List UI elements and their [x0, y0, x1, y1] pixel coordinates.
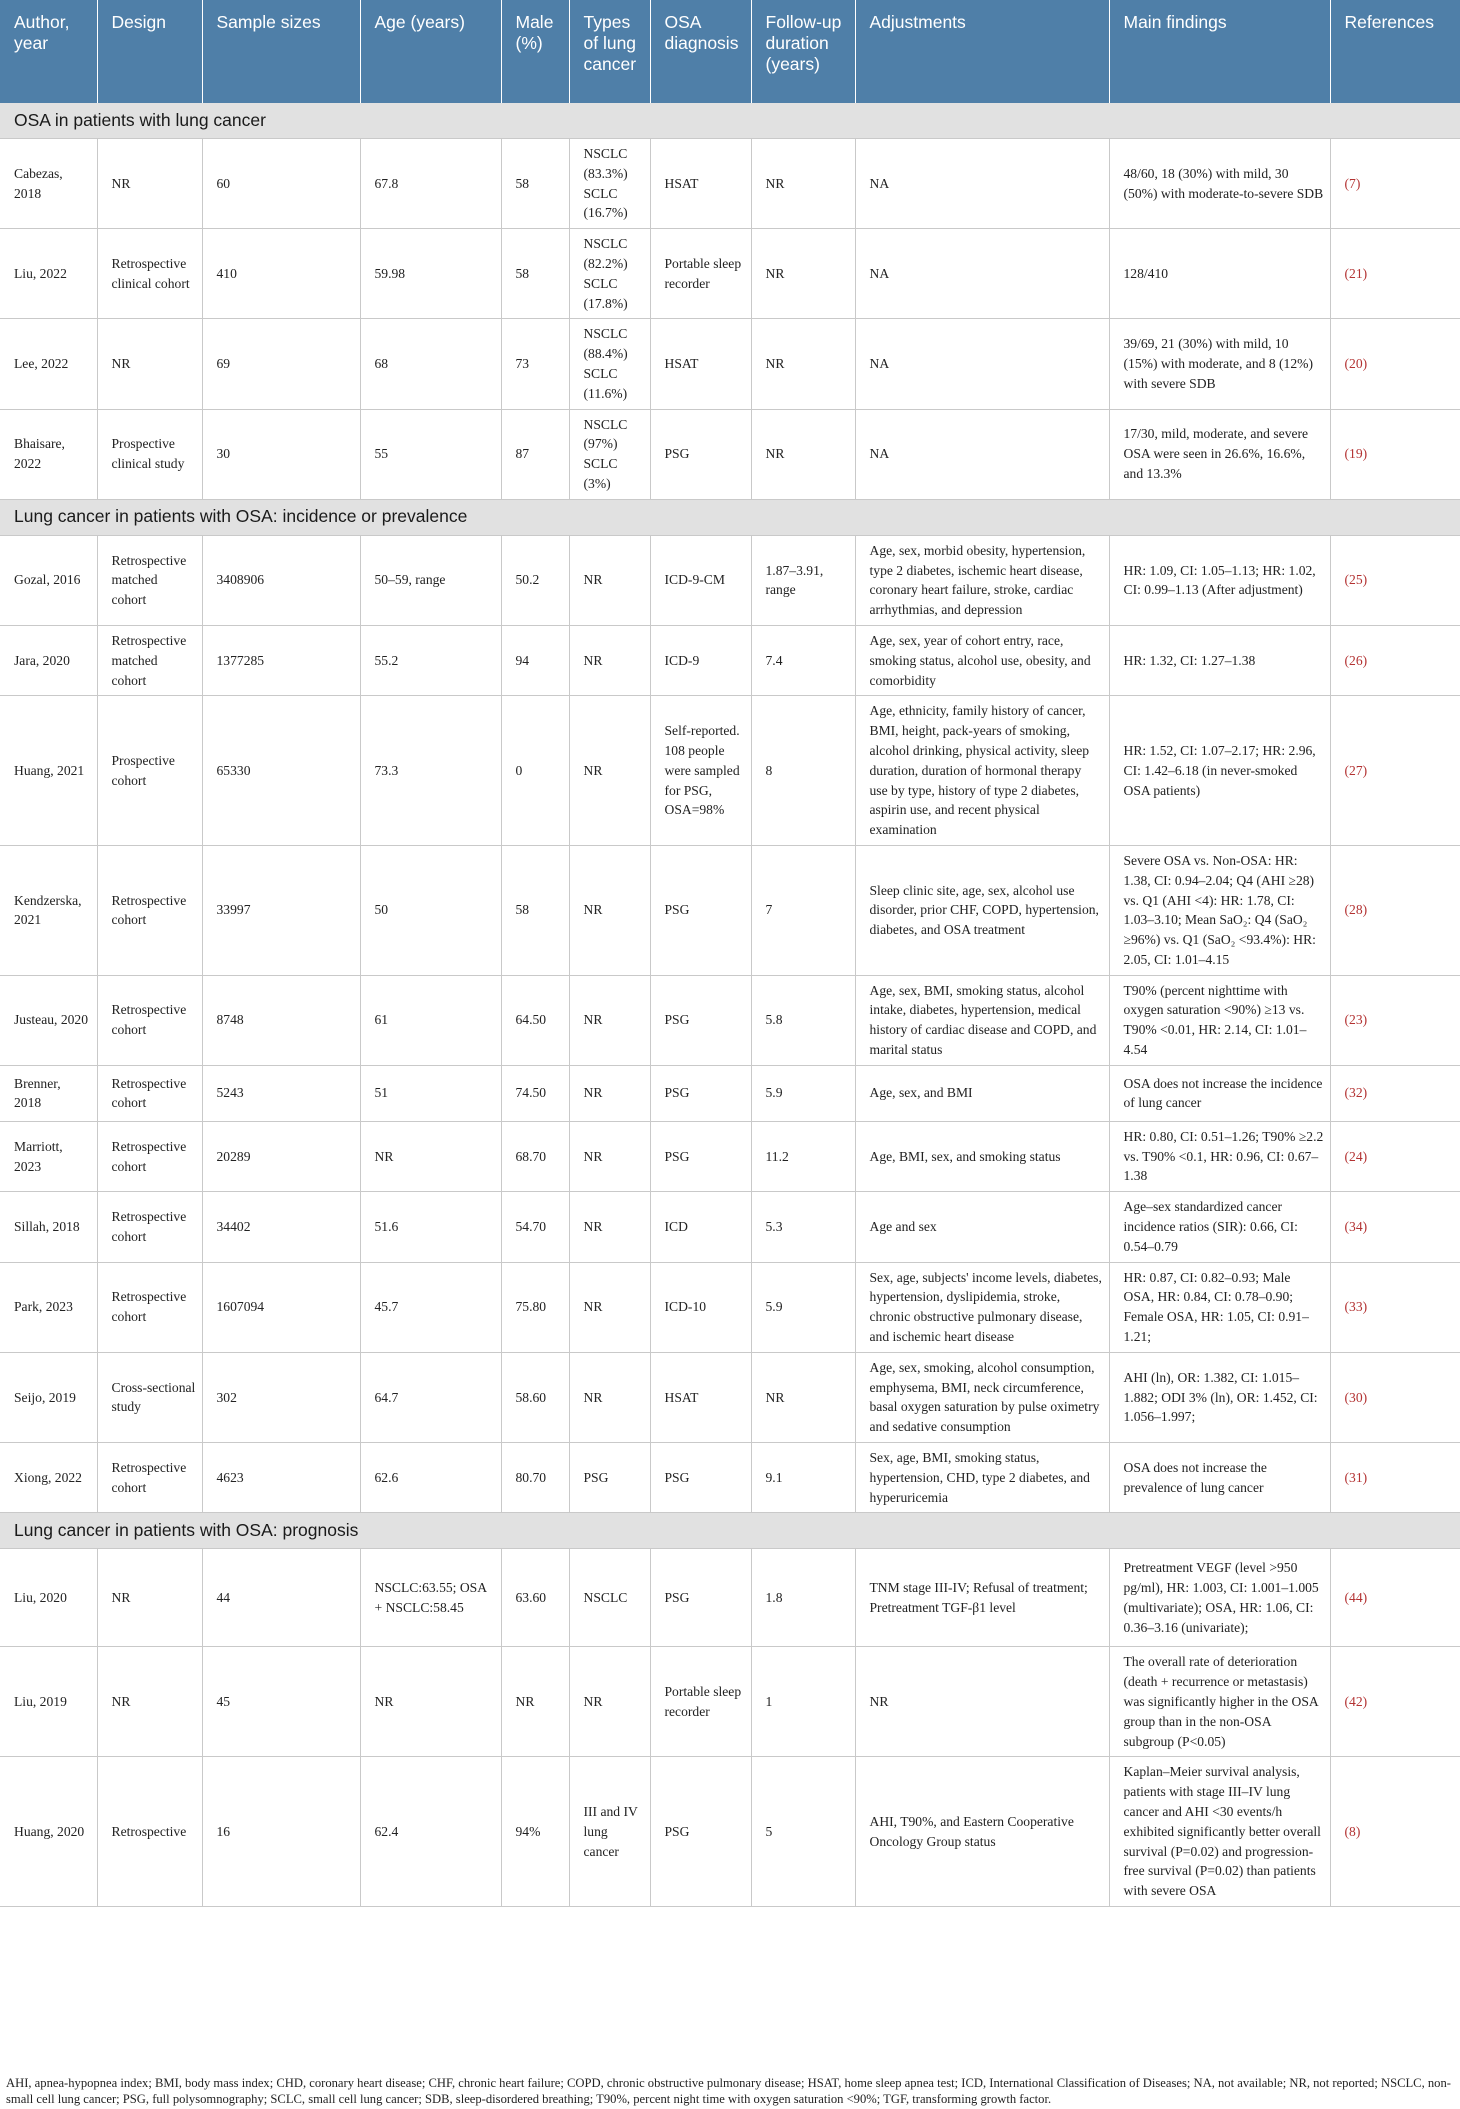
- main-findings-cell: Pretreatment VEGF (level >950 pg/ml), HR: 1.003, CI: 1.001–1.005 (multivariate); OSA, HR: 1.06, CI: 0.36–3.16 (univariate);: [1109, 1549, 1330, 1647]
- follow-up-cell: NR: [751, 139, 855, 229]
- osa-diagnosis-cell: PSG: [650, 975, 751, 1065]
- cancer-type-cell: NR: [569, 845, 650, 975]
- table-header: [0, 0, 1460, 103]
- reference-cell[interactable]: (7): [1330, 139, 1460, 229]
- table-row: [0, 229, 1460, 319]
- cancer-type-cell: NR: [569, 1121, 650, 1191]
- main-findings-cell: HR: 0.87, CI: 0.82–0.93; Male OSA, HR: 0.84, CI: 0.78–0.90; Female OSA, HR: 1.05, CI: 0.91–1.21;: [1109, 1262, 1330, 1352]
- adjustments-cell: TNM stage III-IV; Refusal of treatment; Pretreatment TGF-β1 level: [855, 1549, 1109, 1647]
- osa-diagnosis-cell: PSG: [650, 1065, 751, 1121]
- osa-diagnosis-cell: PSG: [650, 1757, 751, 1907]
- osa-diagnosis-cell: HSAT: [650, 1352, 751, 1442]
- adjustments-cell: NA: [855, 229, 1109, 319]
- follow-up-cell: 11.2: [751, 1121, 855, 1191]
- reference-cell[interactable]: (8): [1330, 1757, 1460, 1907]
- cancer-type-cell: NSCLC (88.4%) SCLC (11.6%): [569, 319, 650, 409]
- design-cell: Retrospective cohort: [97, 845, 202, 975]
- header-follow-up: Follow-up duration (years): [751, 0, 855, 103]
- male-cell: 58: [501, 229, 569, 319]
- sample-size-cell: 16: [202, 1757, 360, 1907]
- reference-cell[interactable]: (42): [1330, 1647, 1460, 1757]
- follow-up-cell: NR: [751, 409, 855, 499]
- reference-cell[interactable]: (19): [1330, 409, 1460, 499]
- table-row: [0, 535, 1460, 625]
- header-age: Age (years): [360, 0, 501, 103]
- header-male: Male (%): [501, 0, 569, 103]
- male-cell: 80.70: [501, 1443, 569, 1513]
- section-title: OSA in patients with lung cancer: [0, 103, 1460, 139]
- sample-size-cell: 69: [202, 319, 360, 409]
- age-cell: NR: [360, 1647, 501, 1757]
- reference-cell[interactable]: (31): [1330, 1443, 1460, 1513]
- osa-diagnosis-cell: Portable sleep recorder: [650, 229, 751, 319]
- age-cell: 50: [360, 845, 501, 975]
- age-cell: 61: [360, 975, 501, 1065]
- design-cell: Retrospective cohort: [97, 1443, 202, 1513]
- follow-up-cell: NR: [751, 319, 855, 409]
- design-cell: Cross-sectional study: [97, 1352, 202, 1442]
- reference-cell[interactable]: (28): [1330, 845, 1460, 975]
- osa-diagnosis-cell: PSG: [650, 1549, 751, 1647]
- osa-diagnosis-cell: ICD-9-CM: [650, 535, 751, 625]
- cancer-type-cell: NR: [569, 696, 650, 846]
- reference-cell[interactable]: (23): [1330, 975, 1460, 1065]
- osa-diagnosis-cell: PSG: [650, 409, 751, 499]
- author-year-cell: Cabezas, 2018: [0, 139, 97, 229]
- design-cell: Retrospective cohort: [97, 1121, 202, 1191]
- male-cell: 54.70: [501, 1192, 569, 1262]
- author-year-cell: Kendzerska, 2021: [0, 845, 97, 975]
- design-cell: Retrospective clinical cohort: [97, 229, 202, 319]
- male-cell: 94%: [501, 1757, 569, 1907]
- section-header-row: [0, 1513, 1460, 1549]
- age-cell: 51: [360, 1065, 501, 1121]
- main-findings-cell: HR: 1.52, CI: 1.07–2.17; HR: 2.96, CI: 1.42–6.18 (in never-smoked OSA patients): [1109, 696, 1330, 846]
- male-cell: 58: [501, 139, 569, 229]
- reference-cell[interactable]: (24): [1330, 1121, 1460, 1191]
- table-row: [0, 1192, 1460, 1262]
- header-adjustments: Adjustments: [855, 0, 1109, 103]
- sample-size-cell: 20289: [202, 1121, 360, 1191]
- table-row: [0, 139, 1460, 229]
- follow-up-cell: 7.4: [751, 625, 855, 695]
- adjustments-cell: Age, sex, year of cohort entry, race, smoking status, alcohol use, obesity, and comorbidity: [855, 625, 1109, 695]
- age-cell: 64.7: [360, 1352, 501, 1442]
- adjustments-cell: Age, sex, BMI, smoking status, alcohol intake, diabetes, hypertension, medical history of cardiac disease and COPD, and marital status: [855, 975, 1109, 1065]
- adjustments-cell: Age, sex, morbid obesity, hypertension, type 2 diabetes, ischemic heart disease, coronary heart failure, stroke, cardiac arrhythmias, and depression: [855, 535, 1109, 625]
- osa-diagnosis-cell: Portable sleep recorder: [650, 1647, 751, 1757]
- design-cell: NR: [97, 139, 202, 229]
- design-cell: NR: [97, 1647, 202, 1757]
- sample-size-cell: 1607094: [202, 1262, 360, 1352]
- table-footnote: AHI, apnea-hypopnea index; BMI, body mass index; CHD, coronary heart disease; CHF, chronic heart failure; COPD, chronic obstructive pulmonary disease; HSAT, home sleep apnea test; ICD, International Classification of Diseases; NA, not available; NR, not reported; NSCLC, non-small cell lung cancer; PSG, full polysomnography; SCLC, small cell lung cancer; SDB, sleep-disordered breathing; T90%, percent night time with oxygen saturation <90%; TGF, transforming growth factor.: [6, 2076, 1451, 2106]
- author-year-cell: Justeau, 2020: [0, 975, 97, 1065]
- sample-size-cell: 30: [202, 409, 360, 499]
- author-year-cell: Huang, 2021: [0, 696, 97, 846]
- main-findings-cell: T90% (percent nighttime with oxygen saturation <90%) ≥13 vs. T90% <0.01, HR: 2.14, CI: 1.01–4.54: [1109, 975, 1330, 1065]
- author-year-cell: Lee, 2022: [0, 319, 97, 409]
- section-header-row: [0, 499, 1460, 535]
- age-cell: 51.6: [360, 1192, 501, 1262]
- section-title: Lung cancer in patients with OSA: incidence or prevalence: [0, 499, 1460, 535]
- male-cell: 58.60: [501, 1352, 569, 1442]
- osa-diagnosis-cell: PSG: [650, 1443, 751, 1513]
- male-cell: 73: [501, 319, 569, 409]
- age-cell: 68: [360, 319, 501, 409]
- design-cell: NR: [97, 319, 202, 409]
- follow-up-cell: 7: [751, 845, 855, 975]
- table-row: [0, 319, 1460, 409]
- osa-diagnosis-cell: ICD-9: [650, 625, 751, 695]
- author-year-cell: Bhaisare, 2022: [0, 409, 97, 499]
- header-row: [0, 0, 1460, 103]
- main-findings-cell: 17/30, mild, moderate, and severe OSA were seen in 26.6%, 16.6%, and 13.3%: [1109, 409, 1330, 499]
- adjustments-cell: Sex, age, BMI, smoking status, hypertension, CHD, type 2 diabetes, and hyperuricemia: [855, 1443, 1109, 1513]
- follow-up-cell: 5.9: [751, 1262, 855, 1352]
- adjustments-cell: Age and sex: [855, 1192, 1109, 1262]
- sample-size-cell: 65330: [202, 696, 360, 846]
- table-row: [0, 1443, 1460, 1513]
- adjustments-cell: Sleep clinic site, age, sex, alcohol use disorder, prior CHF, COPD, hypertension, diabetes, and OSA treatment: [855, 845, 1109, 975]
- male-cell: 50.2: [501, 535, 569, 625]
- follow-up-cell: NR: [751, 229, 855, 319]
- author-year-cell: Liu, 2020: [0, 1549, 97, 1647]
- author-year-cell: Jara, 2020: [0, 625, 97, 695]
- table-row: [0, 1647, 1460, 1757]
- main-findings-cell: The overall rate of deterioration (death + recurrence or metastasis) was significantly higher in the OSA group than in the non-OSA subgroup (P<0.05): [1109, 1647, 1330, 1757]
- adjustments-cell: Age, sex, smoking, alcohol consumption, emphysema, BMI, neck circumference, basal oxygen saturation by pulse oximetry and sedative consumption: [855, 1352, 1109, 1442]
- adjustments-cell: Age, sex, and BMI: [855, 1065, 1109, 1121]
- follow-up-cell: 5.9: [751, 1065, 855, 1121]
- author-year-cell: Liu, 2022: [0, 229, 97, 319]
- male-cell: 64.50: [501, 975, 569, 1065]
- section-title: Lung cancer in patients with OSA: prognosis: [0, 1513, 1460, 1549]
- table-body: [0, 103, 1460, 1906]
- section-header-row: [0, 103, 1460, 139]
- reference-cell[interactable]: (27): [1330, 696, 1460, 846]
- sample-size-cell: 44: [202, 1549, 360, 1647]
- reference-cell[interactable]: (26): [1330, 625, 1460, 695]
- header-types-of-lung-cancer: Types of lung cancer: [569, 0, 650, 103]
- adjustments-cell: NA: [855, 319, 1109, 409]
- main-findings-cell: HR: 1.09, CI: 1.05–1.13; HR: 1.02, CI: 0.99–1.13 (After adjustment): [1109, 535, 1330, 625]
- main-findings-cell: Severe OSA vs. Non-OSA: HR: 1.38, CI: 0.94–2.04; Q4 (AHI ≥28) vs. Q1 (AHI <4): HR: 1.78, CI: 1.03–3.10; Mean SaO₂: Q4 (SaO₂ ≥96%) vs. Q1 (SaO₂ <93.4%): HR: 2.05, CI: 1.01–4.15: [1109, 845, 1330, 975]
- table-row: [0, 625, 1460, 695]
- author-year-cell: Sillah, 2018: [0, 1192, 97, 1262]
- table-row: [0, 1262, 1460, 1352]
- age-cell: 62.6: [360, 1443, 501, 1513]
- cancer-type-cell: III and IV lung cancer: [569, 1757, 650, 1907]
- author-year-cell: Park, 2023: [0, 1262, 97, 1352]
- table-row: [0, 1757, 1460, 1907]
- osa-diagnosis-cell: HSAT: [650, 139, 751, 229]
- sample-size-cell: 45: [202, 1647, 360, 1757]
- age-cell: 45.7: [360, 1262, 501, 1352]
- adjustments-cell: Age, BMI, sex, and smoking status: [855, 1121, 1109, 1191]
- age-cell: 62.4: [360, 1757, 501, 1907]
- age-cell: NSCLC:63.55; OSA + NSCLC:58.45: [360, 1549, 501, 1647]
- osa-diagnosis-cell: Self-reported. 108 people were sampled for PSG, OSA=98%: [650, 696, 751, 846]
- sample-size-cell: 4623: [202, 1443, 360, 1513]
- osa-diagnosis-cell: HSAT: [650, 319, 751, 409]
- follow-up-cell: 9.1: [751, 1443, 855, 1513]
- male-cell: NR: [501, 1647, 569, 1757]
- cancer-type-cell: NR: [569, 975, 650, 1065]
- male-cell: 87: [501, 409, 569, 499]
- osa-diagnosis-cell: ICD-10: [650, 1262, 751, 1352]
- age-cell: 73.3: [360, 696, 501, 846]
- table-row: [0, 409, 1460, 499]
- reference-cell[interactable]: (20): [1330, 319, 1460, 409]
- adjustments-cell: Age, ethnicity, family history of cancer, BMI, height, pack-years of smoking, alcohol drinking, physical activity, sleep duration, duration of hormonal therapy use by type, history of type 2 diabetes, aspirin use, and recent physical examination: [855, 696, 1109, 846]
- design-cell: Prospective clinical study: [97, 409, 202, 499]
- age-cell: 59.98: [360, 229, 501, 319]
- author-year-cell: Xiong, 2022: [0, 1443, 97, 1513]
- design-cell: Prospective cohort: [97, 696, 202, 846]
- main-findings-cell: 128/410: [1109, 229, 1330, 319]
- author-year-cell: Brenner, 2018: [0, 1065, 97, 1121]
- main-findings-cell: 39/69, 21 (30%) with mild, 10 (15%) with moderate, and 8 (12%) with severe SDB: [1109, 319, 1330, 409]
- follow-up-cell: 8: [751, 696, 855, 846]
- author-year-cell: Huang, 2020: [0, 1757, 97, 1907]
- male-cell: 74.50: [501, 1065, 569, 1121]
- osa-diagnosis-cell: ICD: [650, 1192, 751, 1262]
- table-row: [0, 975, 1460, 1065]
- adjustments-cell: NR: [855, 1647, 1109, 1757]
- sample-size-cell: 33997: [202, 845, 360, 975]
- cancer-type-cell: NSCLC (83.3%) SCLC (16.7%): [569, 139, 650, 229]
- table-row: [0, 1065, 1460, 1121]
- osa-diagnosis-cell: PSG: [650, 1121, 751, 1191]
- reference-cell[interactable]: (21): [1330, 229, 1460, 319]
- main-findings-cell: OSA does not increase the incidence of lung cancer: [1109, 1065, 1330, 1121]
- design-cell: NR: [97, 1549, 202, 1647]
- main-findings-cell: HR: 1.32, CI: 1.27–1.38: [1109, 625, 1330, 695]
- design-cell: Retrospective matched cohort: [97, 535, 202, 625]
- main-findings-cell: OSA does not increase the prevalence of lung cancer: [1109, 1443, 1330, 1513]
- design-cell: Retrospective: [97, 1757, 202, 1907]
- reference-cell[interactable]: (25): [1330, 535, 1460, 625]
- author-year-cell: Seijo, 2019: [0, 1352, 97, 1442]
- sample-size-cell: 5243: [202, 1065, 360, 1121]
- header-sample-sizes: Sample sizes: [202, 0, 360, 103]
- table-row: [0, 1352, 1460, 1442]
- author-year-cell: Gozal, 2016: [0, 535, 97, 625]
- header-main-findings: Main findings: [1109, 0, 1330, 103]
- follow-up-cell: 1.8: [751, 1549, 855, 1647]
- reference-cell[interactable]: (32): [1330, 1065, 1460, 1121]
- author-year-cell: Liu, 2019: [0, 1647, 97, 1757]
- header-references: References: [1330, 0, 1460, 103]
- reference-cell[interactable]: (30): [1330, 1352, 1460, 1442]
- follow-up-cell: NR: [751, 1352, 855, 1442]
- author-year-cell: Marriott, 2023: [0, 1121, 97, 1191]
- male-cell: 58: [501, 845, 569, 975]
- male-cell: 0: [501, 696, 569, 846]
- main-findings-cell: 48/60, 18 (30%) with mild, 30 (50%) with moderate-to-severe SDB: [1109, 139, 1330, 229]
- table-row: [0, 1121, 1460, 1191]
- cancer-type-cell: NR: [569, 1065, 650, 1121]
- sample-size-cell: 302: [202, 1352, 360, 1442]
- male-cell: 63.60: [501, 1549, 569, 1647]
- follow-up-cell: 5.8: [751, 975, 855, 1065]
- follow-up-cell: 1: [751, 1647, 855, 1757]
- design-cell: Retrospective cohort: [97, 1192, 202, 1262]
- cancer-type-cell: NSCLC: [569, 1549, 650, 1647]
- age-cell: NR: [360, 1121, 501, 1191]
- table-row: [0, 845, 1460, 975]
- header-author-year: Author, year: [0, 0, 97, 103]
- male-cell: 94: [501, 625, 569, 695]
- follow-up-cell: 5.3: [751, 1192, 855, 1262]
- cancer-type-cell: NR: [569, 535, 650, 625]
- adjustments-cell: NA: [855, 409, 1109, 499]
- age-cell: 50–59, range: [360, 535, 501, 625]
- osa-diagnosis-cell: PSG: [650, 845, 751, 975]
- follow-up-cell: 5: [751, 1757, 855, 1907]
- design-cell: Retrospective cohort: [97, 1065, 202, 1121]
- adjustments-cell: Sex, age, subjects' income levels, diabetes, hypertension, dyslipidemia, stroke, chronic obstructive pulmonary disease, and ischemic heart disease: [855, 1262, 1109, 1352]
- sample-size-cell: 410: [202, 229, 360, 319]
- age-cell: 55.2: [360, 625, 501, 695]
- header-osa-diagnosis: OSA diagnosis: [650, 0, 751, 103]
- cancer-type-cell: NR: [569, 1352, 650, 1442]
- age-cell: 67.8: [360, 139, 501, 229]
- reference-cell[interactable]: (34): [1330, 1192, 1460, 1262]
- sample-size-cell: 60: [202, 139, 360, 229]
- male-cell: 68.70: [501, 1121, 569, 1191]
- reference-cell[interactable]: (33): [1330, 1262, 1460, 1352]
- sample-size-cell: 8748: [202, 975, 360, 1065]
- sample-size-cell: 1377285: [202, 625, 360, 695]
- main-findings-cell: HR: 0.80, CI: 0.51–1.26; T90% ≥2.2 vs. T90% <0.1, HR: 0.96, CI: 0.67–1.38: [1109, 1121, 1330, 1191]
- table-row: [0, 1549, 1460, 1647]
- adjustments-cell: AHI, T90%, and Eastern Cooperative Oncology Group status: [855, 1757, 1109, 1907]
- design-cell: Retrospective cohort: [97, 975, 202, 1065]
- sample-size-cell: 34402: [202, 1192, 360, 1262]
- cancer-type-cell: NSCLC (97%) SCLC (3%): [569, 409, 650, 499]
- header-design: Design: [97, 0, 202, 103]
- age-cell: 55: [360, 409, 501, 499]
- adjustments-cell: NA: [855, 139, 1109, 229]
- cancer-type-cell: NR: [569, 1262, 650, 1352]
- main-findings-cell: Kaplan–Meier survival analysis, patients with stage III–IV lung cancer and AHI <30 events/h exhibited significantly better overall survival (P=0.02) and progression-free survival (P=0.02) than patients with severe OSA: [1109, 1757, 1330, 1907]
- cancer-type-cell: NSCLC (82.2%) SCLC (17.8%): [569, 229, 650, 319]
- cancer-type-cell: NR: [569, 1192, 650, 1262]
- cancer-type-cell: NR: [569, 1647, 650, 1757]
- reference-cell[interactable]: (44): [1330, 1549, 1460, 1647]
- main-findings-cell: AHI (ln), OR: 1.382, CI: 1.015–1.882; ODI 3% (ln), OR: 1.452, CI: 1.056–1.997;: [1109, 1352, 1330, 1442]
- male-cell: 75.80: [501, 1262, 569, 1352]
- follow-up-cell: 1.87–3.91, range: [751, 535, 855, 625]
- main-findings-cell: Age–sex standardized cancer incidence ratios (SIR): 0.66, CI: 0.54–0.79: [1109, 1192, 1330, 1262]
- design-cell: Retrospective matched cohort: [97, 625, 202, 695]
- table-row: [0, 696, 1460, 846]
- design-cell: Retrospective cohort: [97, 1262, 202, 1352]
- cancer-type-cell: NR: [569, 625, 650, 695]
- sample-size-cell: 3408906: [202, 535, 360, 625]
- cancer-type-cell: PSG: [569, 1443, 650, 1513]
